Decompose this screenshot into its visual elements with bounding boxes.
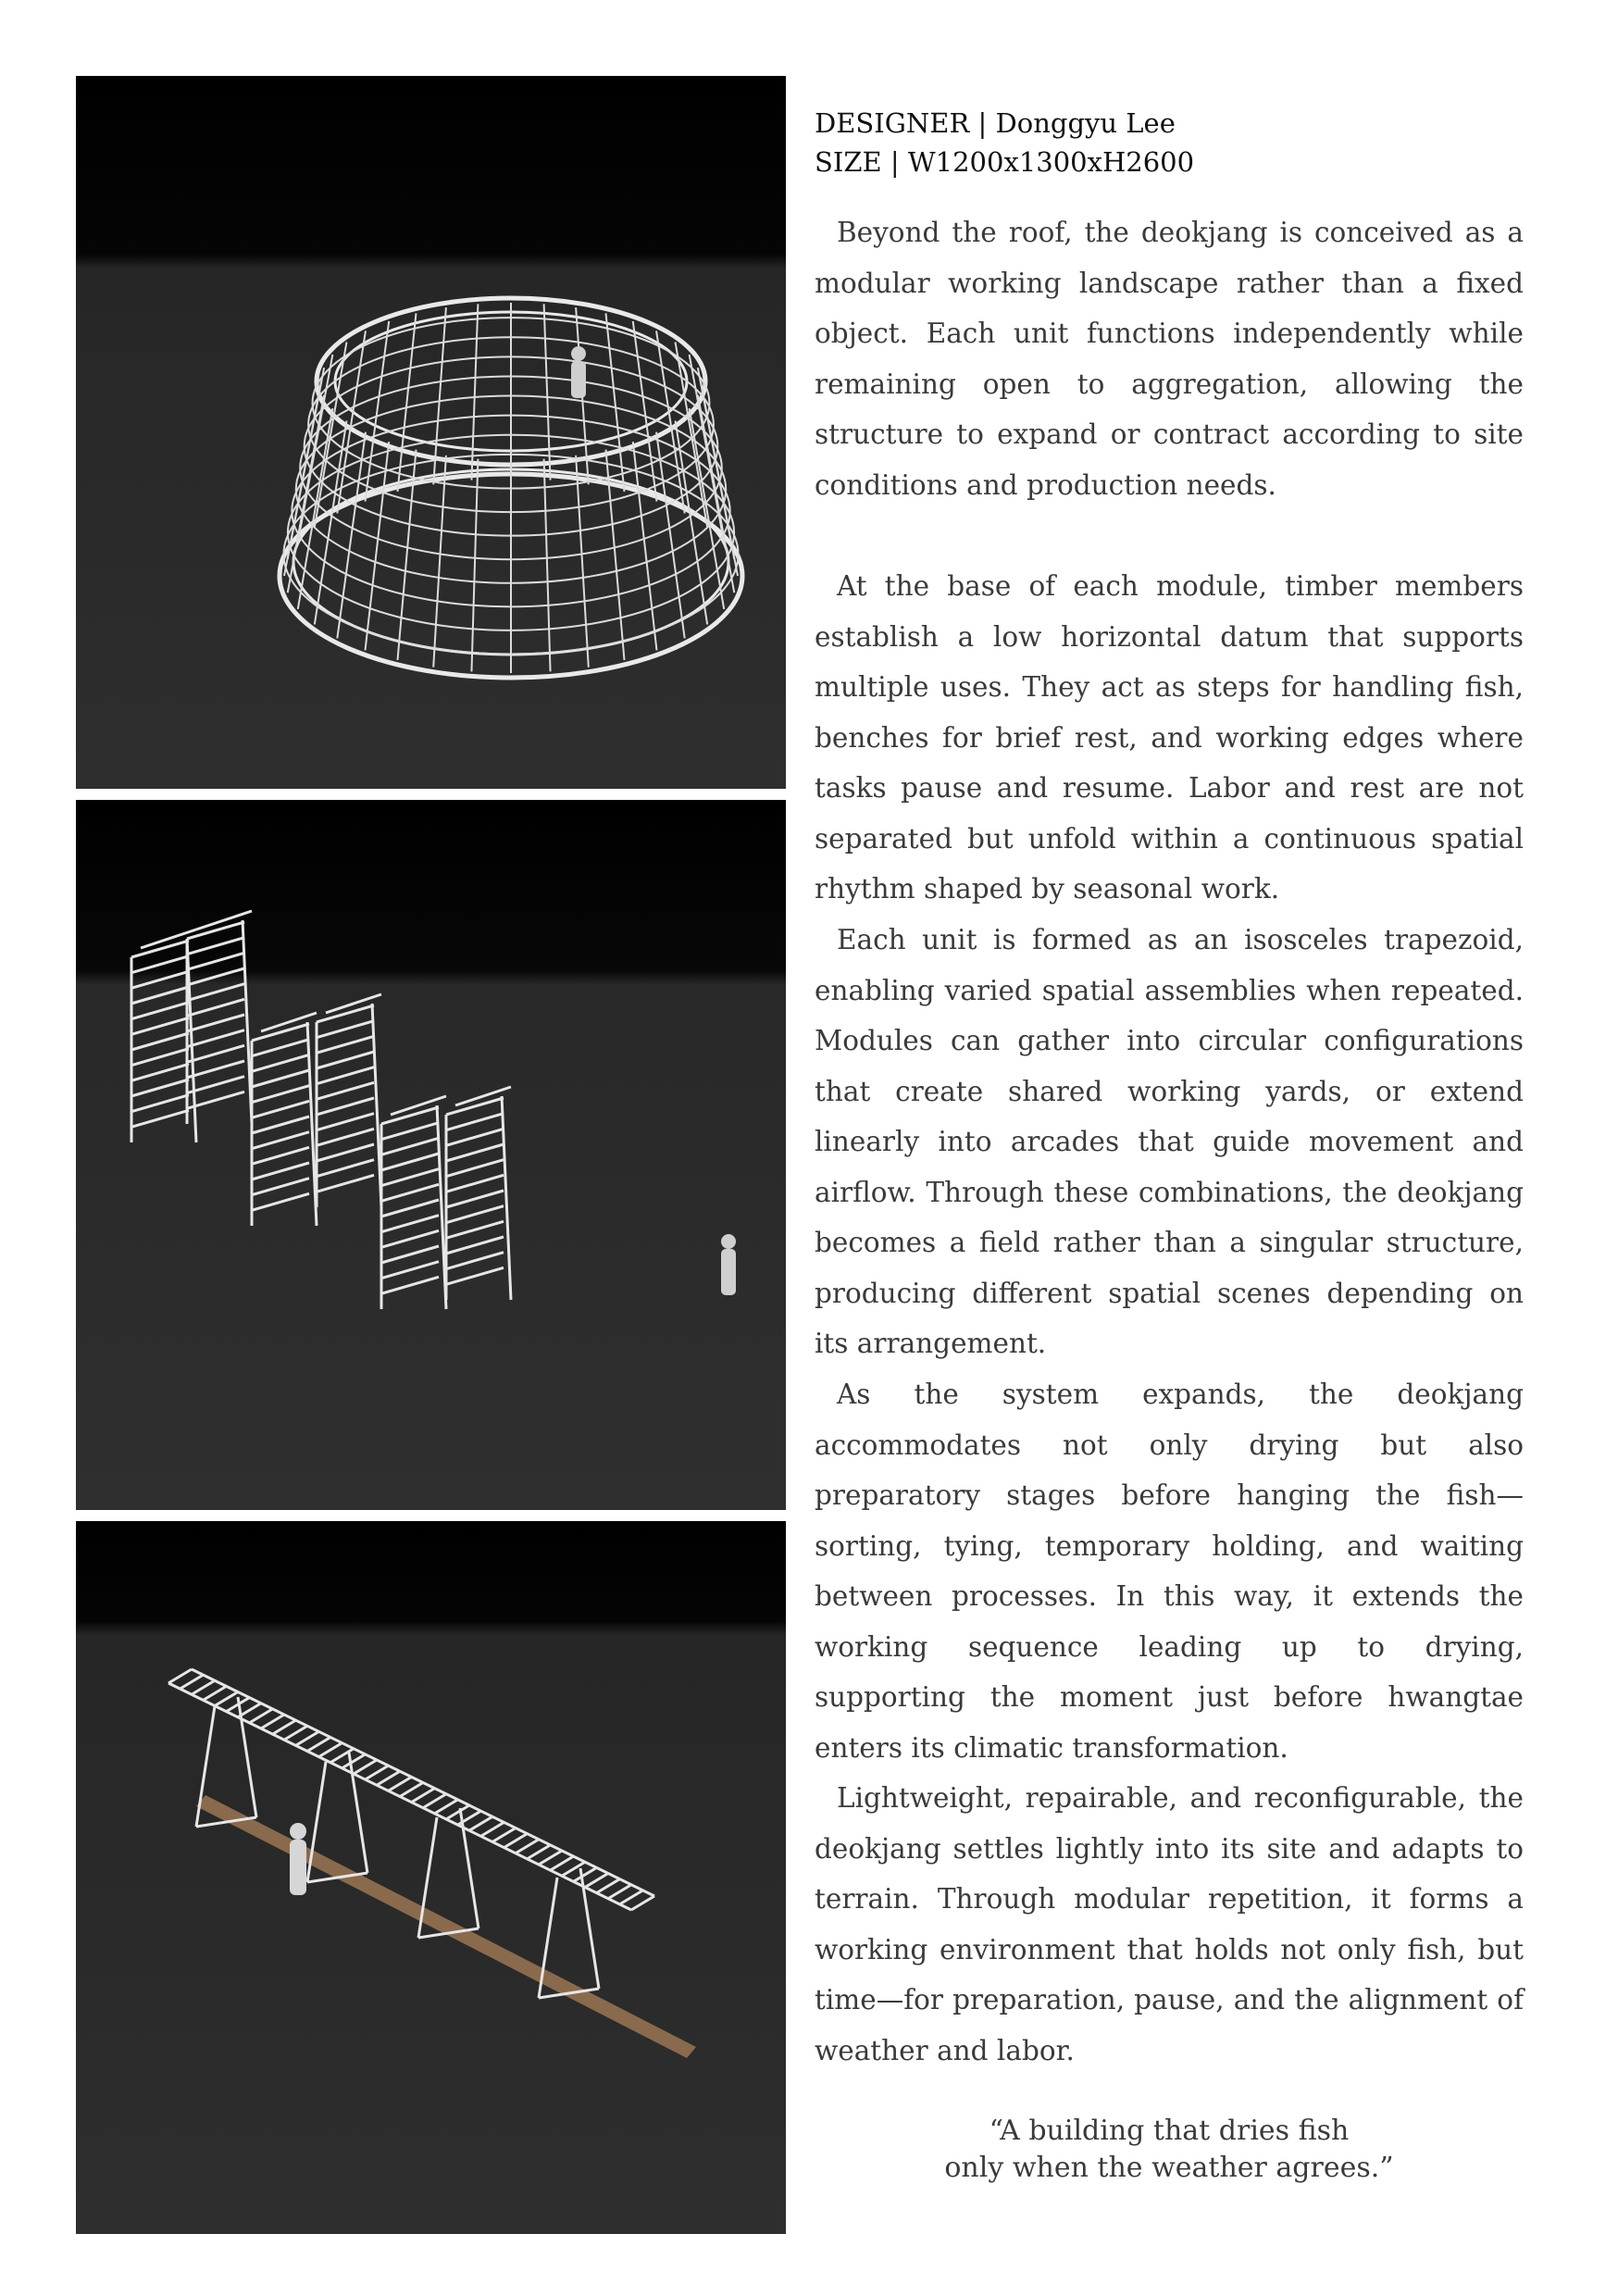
model-photo-linear — [76, 1521, 786, 2234]
circular-model-illustration — [76, 76, 786, 789]
text-column — [815, 104, 1524, 2184]
quote-line-2: only when the weather agrees.” — [944, 2152, 1394, 2184]
quote-line-1: “A building that dries fish — [989, 2115, 1350, 2147]
paragraph: At the base of each module, timber members establish a low horizontal datum that supports multiple uses. They act as steps for handling fish, benches for brief rest, and working edges where tasks pause and resume. Labor and rest are not separated but unfold within a continuous spatial rhythm shaped by seasonal work. — [815, 570, 1524, 905]
scale-figure — [571, 346, 586, 398]
size-line: SIZE | W1200x1300xH2600 — [815, 146, 1195, 178]
paragraph: Lightweight, repairable, and reconfigurable, the deokjang settles lightly into its site and adapts to terrain. Through modular repetition, it forms a working environment that holds not only fish, but time—for preparation, pause, and the alignment of weather and labor. — [815, 1782, 1524, 2066]
designer-line: DESIGNER | Donggyu Lee — [815, 107, 1176, 139]
zigzag-model-illustration — [76, 800, 786, 1510]
paragraph: As the system expands, the deokjang accommodates not only drying but also preparatory stages before hanging the fish—sorting, tying, temporary holding, and waiting between processes. In this way, it extends the working sequence leading up to drying, supporting the moment just before hwangtae enters its climatic transformation. — [815, 1379, 1524, 1764]
closing-quote — [815, 2113, 1524, 2187]
paragraph: Beyond the roof, the deokjang is conceived as a modular working landscape rather than a fixed object. Each unit functions independently while remaining open to aggregation, allowing the structure to expand or contract according to site conditions and production needs. — [815, 217, 1524, 501]
linear-model-illustration — [76, 1521, 786, 2234]
project-meta — [815, 104, 1524, 181]
model-photo-circular — [76, 76, 786, 789]
scale-figure — [290, 1823, 306, 1895]
paragraph: Each unit is formed as an isosceles trapezoid, enabling varied spatial assemblies when repeated. Modules can gather into circular configurations that create shared working yards, or extend linearly into arcades that guide movement and airflow. Through these combinations, the deokjang becomes a field rather than a singular structure, producing different spatial scenes depending on its arrangement. — [815, 924, 1524, 1359]
model-photo-zigzag — [76, 800, 786, 1510]
scale-figure — [721, 1234, 736, 1295]
